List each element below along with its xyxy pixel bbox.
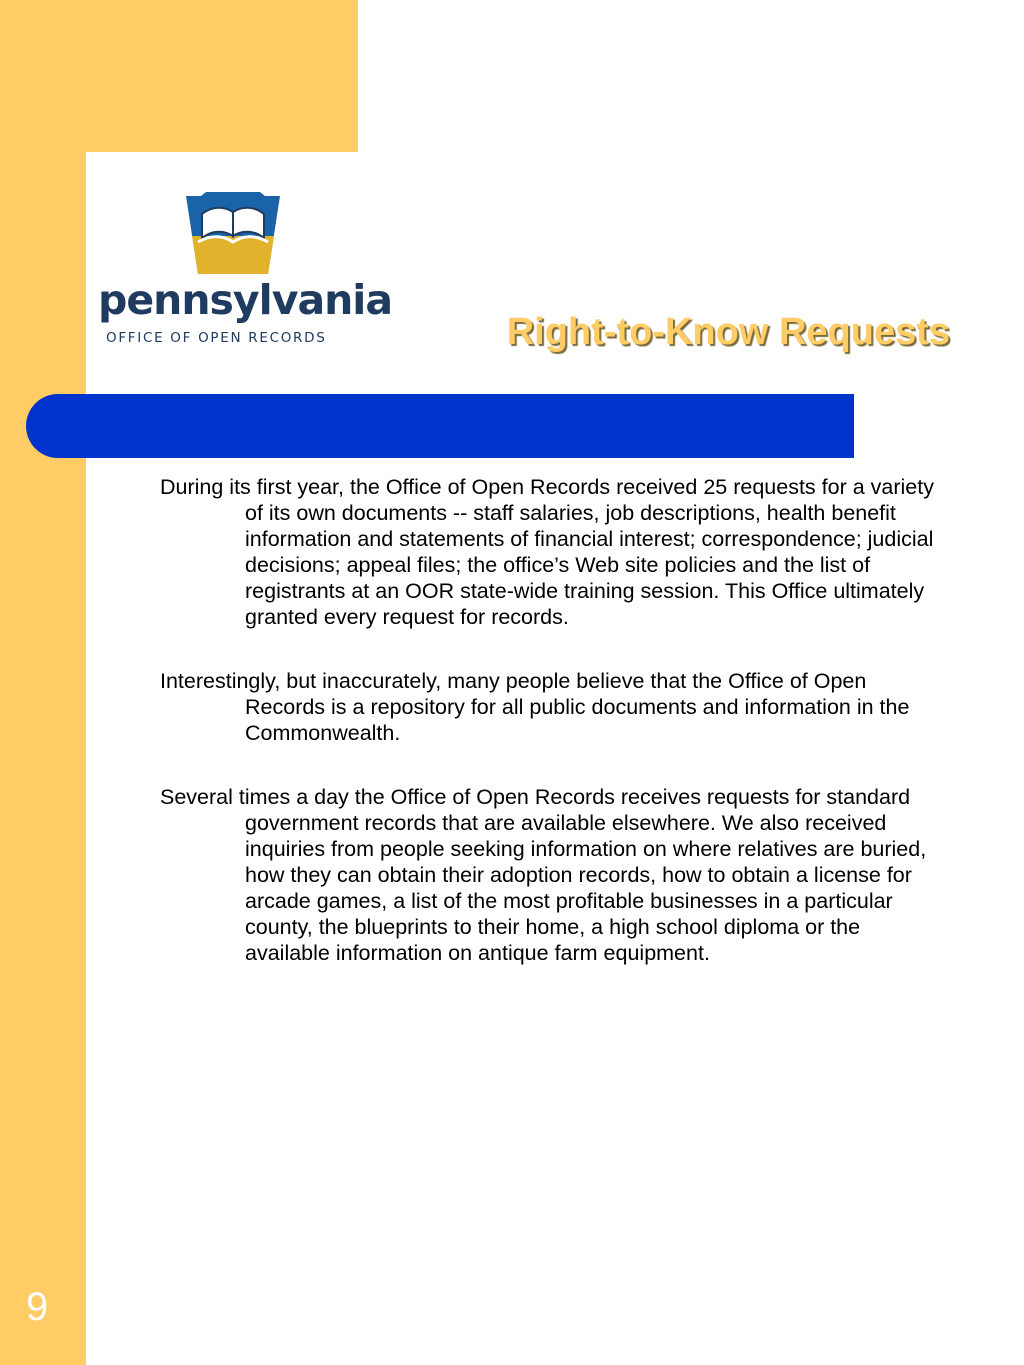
page-number: 9 bbox=[26, 1285, 49, 1329]
keystone-book-icon bbox=[184, 192, 282, 274]
body-paragraph: Interestingly, but inaccurately, many people believe that the Office of Open Records is a repository for all public documents and information in the Commonwealth. bbox=[160, 669, 910, 745]
left-gold-band bbox=[0, 0, 86, 1365]
pennsylvania-oor-logo bbox=[98, 192, 393, 352]
top-gold-band bbox=[0, 0, 358, 152]
logo-subtitle: OFFICE OF OPEN RECORDS bbox=[106, 330, 327, 346]
logo-wordmark: pennsylvania bbox=[98, 276, 393, 324]
body-paragraph: During its first year, the Office of Open Records received 25 requests for a variety of its own documents -- staff salaries, job descriptions, health benefit information and statements of financial interest; correspondence; judicial decisions; appeal files; the office’s Web site policies and the list of registrants at an OOR state-wide training session. This Office ultimately granted every request for records. bbox=[160, 475, 934, 629]
body-paragraph: Several times a day the Office of Open Records receives requests for standard government records that are available elsewhere. We also received inquiries from people seeking information on where relatives are buried, how they can obtain their adoption records, how to obtain a license for arcade games, a list of the most profitable businesses in a particular county, the blueprints to their home, a high school diploma or the available information on antique farm equipment. bbox=[160, 785, 927, 965]
slide-title: Right-to-Know Requests bbox=[506, 311, 950, 353]
title-divider-bar bbox=[26, 394, 854, 458]
slide-body bbox=[160, 474, 950, 1004]
